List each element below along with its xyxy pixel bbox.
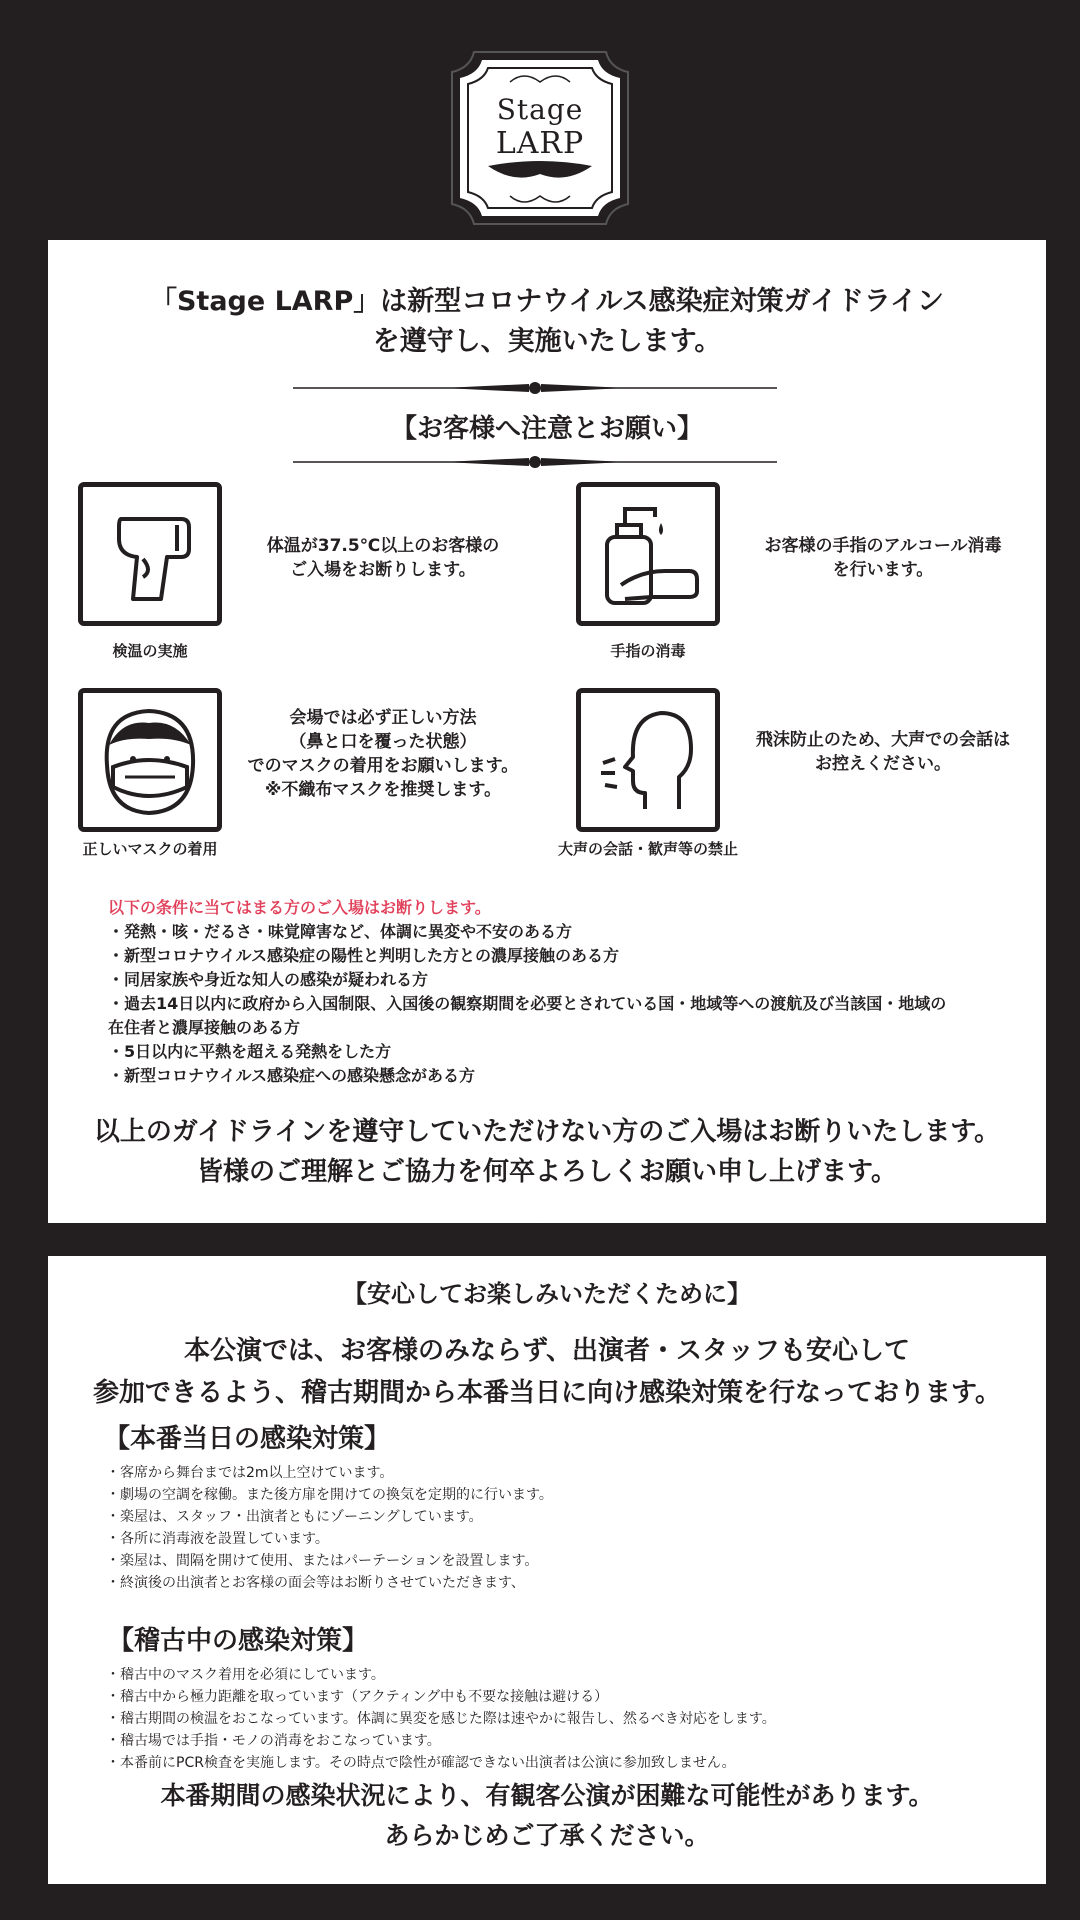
divider-ornament-between bbox=[298, 1223, 782, 1235]
condition-item: ・過去14日以内に政府から入国制限、入国後の観察期間を必要とされている国・地域等への渡航及び当該国・地域の bbox=[108, 994, 947, 1013]
condition-item: ・同居家族や身近な知人の感染が疑われる方 bbox=[108, 970, 429, 989]
measure-item: ・楽屋は、間隔を開けて使用、またはパーテーションを設置します。 bbox=[106, 1553, 539, 1569]
guideline-panel bbox=[48, 240, 1046, 1223]
measure-item: ・各所に消毒液を設置しています。 bbox=[106, 1531, 329, 1547]
measure-item: ・稽古場では手指・モノの消毒をおこなっています。 bbox=[106, 1733, 441, 1749]
intro-line-1: 「Stage LARP」は新型コロナウイルス感染症対策ガイドライン bbox=[149, 286, 945, 317]
desc-temperature-check bbox=[238, 534, 528, 582]
desc-line: ※不織布マスクを推奨します。 bbox=[264, 780, 502, 800]
desc-mask-wearing bbox=[238, 706, 528, 802]
logo-line-stage: Stage bbox=[496, 93, 584, 126]
desc-line: 飛沫防止のため、大声での会話は bbox=[755, 730, 1011, 750]
desc-line: ご入場をお断りします。 bbox=[290, 560, 476, 580]
safety-panel bbox=[48, 1256, 1046, 1884]
measure-item: ・楽屋は、スタッフ・出演者ともにゾーニングしています。 bbox=[106, 1509, 483, 1525]
guideline-closing bbox=[48, 1112, 1046, 1192]
intro-line-2: を遵守し、実施いたします。 bbox=[372, 326, 722, 357]
caption-hand-sanitizing: 手指の消毒 bbox=[610, 642, 686, 660]
measure-item: ・稽古中から極力距離を取っています（アクティング中も不要な接触は避ける） bbox=[106, 1689, 609, 1705]
lead-line-1: 本公演では、お客様のみならず、出演者・スタッフも安心して bbox=[184, 1336, 910, 1366]
desc-line: 会場では必ず正しい方法 bbox=[289, 708, 477, 728]
speaking-head-icon bbox=[576, 688, 720, 832]
safety-lead bbox=[48, 1330, 1046, 1414]
desc-no-loud-talking bbox=[738, 728, 1028, 776]
caption-temperature-check: 検温の実施 bbox=[112, 642, 188, 660]
desc-line: 体温が37.5℃以上のお客様の bbox=[266, 536, 500, 556]
condition-item: 在住者と濃厚接触のある方 bbox=[108, 1018, 301, 1037]
rehearsal-measures bbox=[106, 1664, 776, 1774]
logo-line-larp: LARP bbox=[495, 126, 585, 161]
measure-item: ・客席から舞台までは2m以上空けています。 bbox=[106, 1465, 394, 1481]
rehearsal-title: 【稽古中の感染対策】 bbox=[108, 1626, 369, 1656]
notice-title: 【お客様へ注意とお願い】 bbox=[390, 414, 703, 444]
entry-conditions bbox=[108, 896, 946, 1088]
measure-item: ・稽古期間の検温をおこなっています。体調に異変を感じた際は速やかに報告し、然るべき対応をします。 bbox=[106, 1711, 776, 1727]
condition-item: ・発熱・咳・だるさ・味覚障害など、体調に異変や不安のある方 bbox=[108, 922, 573, 941]
closing-line-1: 以上のガイドラインを遵守していただけない方のご入場はお断りいたします。 bbox=[93, 1117, 1001, 1147]
divider-ornament-top bbox=[293, 382, 777, 394]
closing-line-2: 皆様のご理解とご協力を何卒よろしくお願い申し上げます。 bbox=[197, 1157, 897, 1187]
measure-item: ・終演後の出演者とお客様の面会等はお断りさせていただきます、 bbox=[106, 1575, 525, 1591]
conditions-heading: 以下の条件に当てはまる方のご入場はお断りします。 bbox=[108, 898, 491, 917]
desc-line: お控えください。 bbox=[815, 754, 951, 774]
hand-sanitizer-icon bbox=[576, 482, 720, 626]
desc-line: （鼻と口を覆った状態） bbox=[289, 732, 477, 752]
measure-item: ・稽古中のマスク着用を必須にしています。 bbox=[106, 1667, 385, 1683]
divider-ornament-bottom bbox=[293, 456, 777, 468]
desc-hand-sanitizing bbox=[738, 534, 1028, 582]
safety-closing-line-1: 本番期間の感染状況により、有観客公演が困難な可能性があります。 bbox=[160, 1781, 934, 1810]
show-day-measures bbox=[106, 1462, 553, 1594]
condition-item: ・新型コロナウイルス感染症への感染懸念がある方 bbox=[108, 1066, 476, 1085]
lead-line-2: 参加できるよう、稽古期間から本番当日に向け感染対策を行なっております。 bbox=[93, 1378, 1001, 1408]
safety-title: 【安心してお楽しみいただくために】 bbox=[343, 1280, 751, 1308]
safety-closing-line-2: あらかじめご了承ください。 bbox=[384, 1821, 710, 1850]
caption-mask-wearing: 正しいマスクの着用 bbox=[82, 840, 218, 858]
desc-line: を行います。 bbox=[832, 560, 934, 580]
measure-item: ・本番前にPCR検査を実施します。その時点で陰性が確認できない出演者は公演に参加致しません。 bbox=[106, 1755, 736, 1771]
stage-larp-logo bbox=[448, 48, 632, 228]
measure-item: ・劇場の空調を稼働。また後方扉を開けての換気を定期的に行います。 bbox=[106, 1487, 553, 1503]
safety-closing bbox=[48, 1776, 1046, 1856]
thermometer-icon bbox=[78, 482, 222, 626]
intro-statement bbox=[48, 282, 1046, 362]
show-day-title: 【本番当日の感染対策】 bbox=[104, 1424, 391, 1454]
condition-item: ・新型コロナウイルス感染症の陽性と判明した方との濃厚接触のある方 bbox=[108, 946, 620, 965]
condition-item: ・5日以内に平熱を超える発熱をした方 bbox=[108, 1042, 392, 1061]
face-mask-icon bbox=[78, 688, 222, 832]
desc-line: でのマスクの着用をお願いします。 bbox=[247, 756, 519, 776]
caption-no-loud-talking: 大声の会話・歓声等の禁止 bbox=[557, 840, 738, 858]
desc-line: お客様の手指のアルコール消毒 bbox=[764, 536, 1002, 556]
